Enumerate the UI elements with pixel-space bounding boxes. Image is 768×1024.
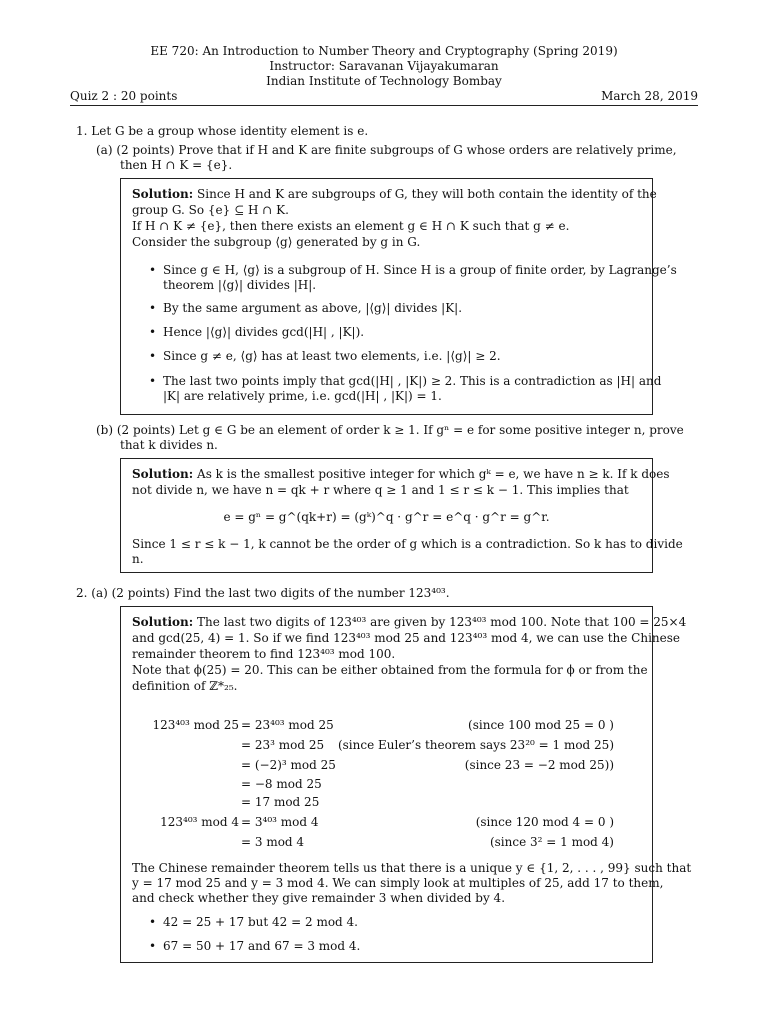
eq-note: (since 23 = −2 mod 25)) [464, 758, 614, 772]
bullet-item-1-cont: theorem |⟨g⟩| divides |H|. [163, 278, 317, 292]
solution-2a-line5: definition of ℤ*₂₅. [132, 679, 238, 693]
eq-note: (since 100 mod 25 = 0 ) [468, 718, 614, 732]
solution-label: Solution: [132, 615, 194, 629]
bullet-dot: • [149, 349, 157, 363]
eq-rhs: = (−2)³ mod 25 [241, 758, 336, 772]
bullet-dot: • [149, 939, 157, 953]
solution-box-1a [120, 178, 677, 415]
institute-line: Indian Institute of Technology Bombay [266, 74, 502, 88]
solution-1b-equation: e = gⁿ = g^(qk+r) = (gᵏ)^q · g^r = e^q · g^r = g^r. [223, 510, 550, 524]
solution-2a-line4: Note that ϕ(25) = 20. This can be either obtained from the formula for ϕ or from the [132, 663, 648, 677]
solution-2a-line3: remainder theorem to find 123⁴⁰³ mod 100. [132, 647, 396, 661]
solution-text: Since H and K are subgroups of G, they will both contain the identity of the [197, 187, 657, 201]
q1a-prompt-line1: (a) (2 points) Prove that if H and K are finite subgroups of G whose orders are relatively prime, [96, 143, 677, 157]
eq-rhs: = 17 mod 25 [241, 795, 320, 809]
bullet-item-crt-1: • 42 = 25 + 17 but 42 = 2 mod 4. [149, 915, 358, 929]
bullet-dot: • [149, 325, 157, 339]
q1a-prompt-line2: then H ∩ K = {e}. [120, 158, 233, 172]
eq-rhs: = 3 mod 4 [241, 835, 305, 849]
solution-label: Solution: [132, 467, 194, 481]
bullet-item-2: • By the same argument as above, |⟨g⟩| divides |K|. [149, 301, 463, 315]
solution-1a-line3: If H ∩ K ≠ {e}, then there exists an element g ∈ H ∩ K such that g ≠ e. [132, 219, 570, 233]
bullet-dot: • [149, 374, 157, 388]
eq-lhs: 123⁴⁰³ mod 4 [160, 815, 239, 829]
solution-2a-line1 [132, 615, 686, 629]
solution-1b-line1 [132, 467, 670, 481]
solution-1a-line1 [132, 187, 657, 201]
eq-note: (since Euler’s theorem says 23²⁰ = 1 mod 25) [337, 738, 614, 752]
bullet-dot: • [149, 301, 157, 315]
bullet-dot: • [149, 263, 157, 277]
bullet-item-1: • Since g ∈ H, ⟨g⟩ is a subgroup of H. Since H is a group of finite order, by Lagrange’s [149, 263, 677, 277]
solution-2a-crt-line2: y = 17 mod 25 and y = 3 mod 4. We can simply look at multiples of 25, add 17 to them, [132, 876, 664, 890]
solution-1b-line3: Since 1 ≤ r ≤ k − 1, k cannot be the order of g which is a contradiction. So k has to divide [132, 537, 683, 551]
header-rule [70, 105, 698, 106]
eq-note: (since 3² = 1 mod 4) [489, 835, 614, 849]
q2a-prompt: 2. (a) (2 points) Find the last two digits of the number 123⁴⁰³. [76, 586, 450, 600]
eq-rhs: = 23³ mod 25 [241, 738, 325, 752]
quiz-label: Quiz 2 : 20 points [70, 89, 178, 103]
quiz-date: March 28, 2019 [601, 89, 698, 103]
bullet-dot: • [149, 915, 157, 929]
q1b-prompt-line2: that k divides n. [120, 438, 218, 452]
bullet-item-5: • The last two points imply that gcd(|H| , |K|) ≥ 2. This is a contradiction as |H| and [149, 374, 662, 388]
eq-rhs: = −8 mod 25 [241, 777, 322, 791]
eq-lhs: 123⁴⁰³ mod 25 [152, 718, 239, 732]
solution-label: Solution: [132, 187, 194, 201]
solution-box-2a [120, 606, 692, 963]
solution-1a-line4: Consider the subgroup ⟨g⟩ generated by g in G. [132, 235, 421, 249]
instructor-line: Instructor: Saravanan Vijayakumaran [269, 59, 499, 73]
solution-text: The last two digits of 123⁴⁰³ are given by 123⁴⁰³ mod 100. Note that 100 = 25×4 [197, 615, 687, 629]
solution-1b-line4: n. [132, 552, 144, 566]
eq-rhs: = 23⁴⁰³ mod 25 [241, 718, 334, 732]
eq-note: (since 120 mod 4 = 0 ) [475, 815, 614, 829]
bullet-item-crt-2: • 67 = 50 + 17 and 67 = 3 mod 4. [149, 939, 361, 953]
course-title: EE 720: An Introduction to Number Theory and Cryptography (Spring 2019) [150, 44, 618, 58]
solution-1b-line2: not divide n, we have n = qk + r where q ≥ 1 and 1 ≤ r ≤ k − 1. This implies that [132, 483, 629, 497]
solution-2a-crt-line1: The Chinese remainder theorem tells us that there is a unique y ∈ {1, 2, . . . , 99} such that [132, 861, 692, 875]
solution-text: As k is the smallest positive integer for which gᵏ = e, we have n ≥ k. If k does [197, 467, 670, 481]
bullet-item-3: • Hence |⟨g⟩| divides gcd(|H| , |K|). [149, 325, 365, 339]
eq-rhs: = 3⁴⁰³ mod 4 [241, 815, 319, 829]
solution-2a-crt-line3: and check whether they give remainder 3 when divided by 4. [132, 891, 506, 905]
q1b-prompt-line1: (b) (2 points) Let g ∈ G be an element of order k ≥ 1. If gⁿ = e for some positive integer n, prove [96, 423, 684, 437]
q1-intro: 1. Let G be a group whose identity element is e. [76, 124, 369, 138]
solution-1a-line2: group G. So {e} ⊆ H ∩ K. [132, 203, 289, 217]
bullet-item-4: • Since g ≠ e, ⟨g⟩ has at least two elements, i.e. |⟨g⟩| ≥ 2. [149, 349, 501, 363]
solution-box-1b [120, 458, 683, 573]
bullet-item-5-cont: |K| are relatively prime, i.e. gcd(|H| , |K|) = 1. [163, 389, 442, 403]
solution-2a-line2: and gcd(25, 4) = 1. So if we find 123⁴⁰³ mod 25 and 123⁴⁰³ mod 4, we can use the Chinese [132, 631, 681, 645]
